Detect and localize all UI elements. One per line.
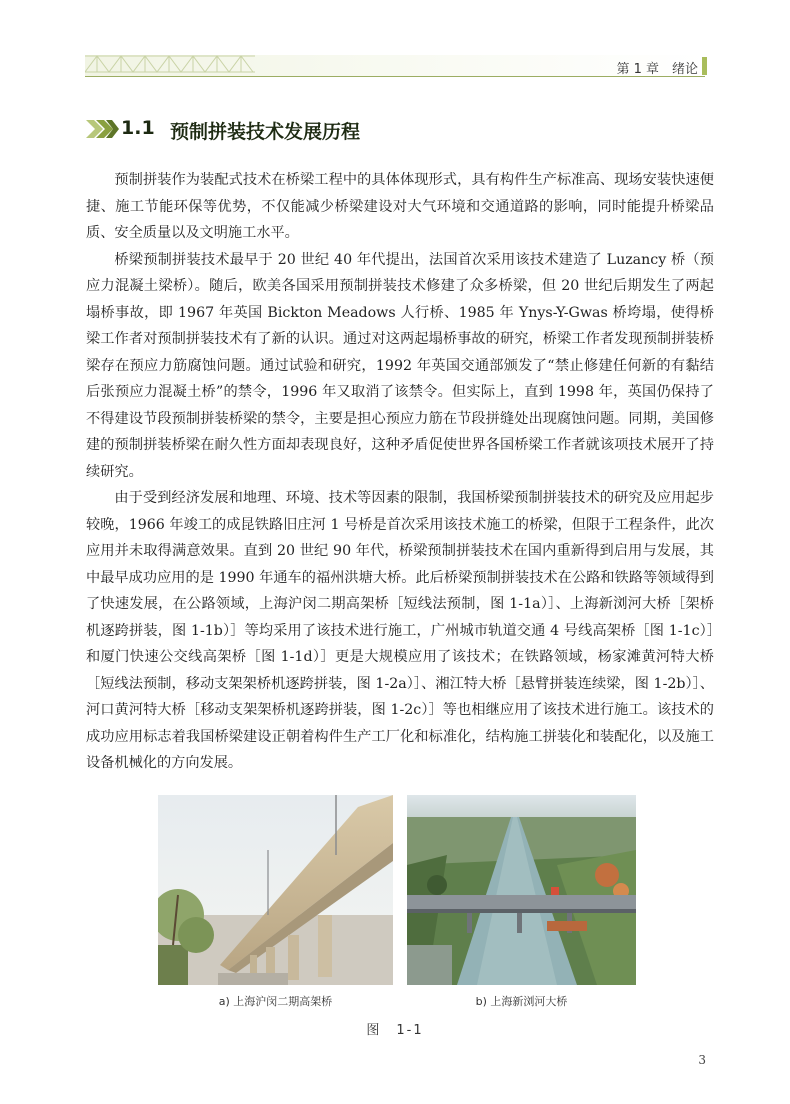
page-number: 3 [698, 1053, 706, 1067]
section-title: 预制拼装技术发展历程 [170, 121, 361, 143]
chapter-header: 第 1 章 绪论 [616, 62, 698, 77]
paragraph: 桥梁预制拼装技术最早于 20 世纪 40 年代提出，法国首次采用该技术建造了 Luzancy 桥（预应力混凝土梁桥）。随后，欧美各国采用预制拼装技术修建了众多桥梁，但 20 世纪后期发生了两起塌桥事故，即 1967 年英国 Bickton Meadows 人行桥、1985 年 Ynys-Y-Gwas 桥垮塌，使得桥梁工作者对预制拼装技术有了新的认识。通过对这两起塌桥事故的研究，桥梁工作者发现预制拼装桥梁存在预应力筋腐蚀问题。通过试验和研究，1992 年英国交通部颁发了“禁止修建任何新的有黏结后张预应力混凝土桥”的禁令，1996 年又取消了该禁令。但实际上，直到 1998 年，英国仍保持了不得建设节段预制拼装桥梁的禁令，主要是担心预应力筋在节段拼缝处出现腐蚀问题。同期，美国修建的预制拼装桥梁在耐久性方面却表现良好，这种矛盾促使世界各国桥梁工作者就该项技术展开了持续研究。 [86, 251, 714, 480]
figure-caption-a: a) 上海沪闵二期高架桥 [218, 995, 333, 1008]
paragraph: 预制拼装作为装配式技术在桥梁工程中的具体体现形式，具有构件生产标准高、现场安装快速便捷、施工节能环保等优势，不仅能减少桥梁建设对大气环境和交通道路的影响，同时能提升桥梁品质、安全质量以及文明施工水平。 [86, 172, 714, 241]
bridge-truss-decoration [85, 52, 255, 78]
figure-label: 图 1-1 [366, 1023, 424, 1038]
paragraph: 由于受到经济发展和地理、环境、技术等因素的限制，我国桥梁预制拼装技术的研究及应用起步较晚，1966 年竣工的成昆铁路旧庄河 1 号桥是首次采用该技术施工的桥梁，但限于工程条件，此次应用并未取得满意效果。直到 20 世纪 90 年代，桥梁预制拼装技术在国内重新得到启用与发展，其中最早成功应用的是 1990 年通车的福州洪塘大桥。此后桥梁预制拼装技术在公路和铁路等领域得到了快速发展，在公路领域，上海沪闵二期高架桥［短线法预制，图 1-1a）］、上海新浏河大桥［架桥机逐跨拼装，图 1-1b）］等均采用了该技术进行施工，广州城市轨道交通 4 号线高架桥［图 1-1c）］和厦门快速公交线高架桥［图 1-1d）］更是大规模应用了该技术；在铁路领域，杨家滩黄河特大桥［短线法预制，移动支架架桥机逐跨拼装，图 1-2a）］、湘江特大桥［悬臂拼装连续梁，图 1-2b）］、河口黄河特大桥［移动支架架桥机逐跨拼装，图 1-2c）］等也相继应用了该技术进行施工。该技术的成功应用标志着我国桥梁建设正朝着构件生产工厂化和标准化，结构施工拼装化和装配化，以及施工设备机械化的方向发展。 [86, 490, 714, 771]
header-accent-bar [702, 57, 707, 75]
photo-shanghai-viaduct [158, 795, 393, 985]
photo-xinliuhe-bridge [407, 795, 636, 985]
body-text [86, 167, 714, 777]
section-arrows-icon [86, 118, 120, 140]
section-number: 1.1 [121, 117, 155, 139]
figure-caption-b: b) 上海新浏河大桥 [475, 995, 568, 1008]
header-rule [85, 76, 705, 77]
